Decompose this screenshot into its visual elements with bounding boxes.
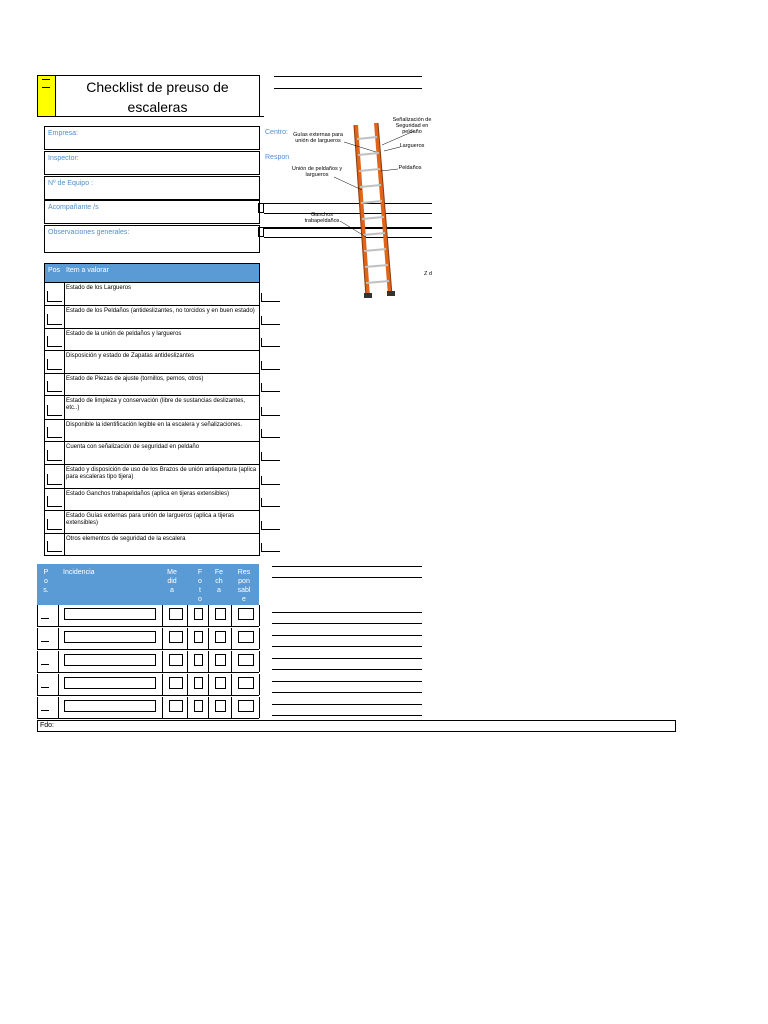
label-union: Unión de peldaños y largueros [291, 166, 343, 178]
observaciones-field[interactable]: Observaciones generales: [44, 225, 260, 253]
title-line-1: Checklist de preuso de [86, 79, 229, 95]
foto-checkbox[interactable] [194, 700, 203, 712]
value-checkbox[interactable] [261, 407, 280, 416]
label-zapatas: Z d [424, 271, 432, 277]
checklist-row [44, 351, 260, 374]
inc-line [272, 692, 422, 693]
col-divider [58, 628, 59, 649]
checklist-row [44, 329, 260, 351]
value-checkbox[interactable] [261, 429, 280, 438]
inc-line [272, 623, 422, 624]
col-divider [58, 651, 59, 672]
inc-line [272, 577, 422, 578]
col-divider [64, 329, 65, 350]
fecha-input[interactable] [215, 677, 226, 689]
item-label: Cuenta con señalización de seguridad en peldaño [66, 444, 200, 450]
col-divider [64, 396, 65, 419]
col-divider [64, 374, 65, 395]
label-guias: Guías externas para unión de largueros [293, 132, 343, 144]
header-line [274, 76, 422, 77]
value-checkbox[interactable] [261, 293, 280, 302]
pos-checkbox[interactable] [47, 359, 62, 370]
inc-line [272, 704, 422, 705]
inc-line [272, 612, 422, 613]
page-title [56, 75, 260, 117]
value-checkbox[interactable] [261, 338, 280, 347]
value-checkbox[interactable] [261, 452, 280, 461]
col-divider [231, 697, 232, 718]
col-divider [37, 605, 38, 626]
item-label: Disponible la identificación legible en la escalera y señalizaciones. [66, 422, 243, 428]
item-label: Estado y disposición de uso de los Brazos de unión antiapertura (aplica para escaleras tipo tijera) [66, 467, 257, 480]
checklist-row [44, 396, 260, 420]
value-checkbox[interactable] [261, 498, 280, 507]
title-line-2: escaleras [127, 99, 188, 115]
col-divider [37, 651, 38, 672]
col-divider [259, 651, 260, 672]
item-label: Estado de los Peldaños (antideslizantes, no torcidos y en buen estado) [66, 308, 255, 314]
pos-checkbox[interactable] [47, 450, 62, 461]
incidencia-input[interactable] [64, 700, 156, 712]
inc-line [272, 681, 422, 682]
responsable-input[interactable] [238, 677, 254, 689]
col-pos: Pos [48, 267, 61, 274]
medida-input[interactable] [169, 700, 183, 712]
checklist-row [44, 283, 260, 306]
col-divider [187, 628, 188, 649]
col-divider [37, 697, 38, 718]
col-divider [231, 651, 232, 672]
incidencia-input[interactable] [64, 631, 156, 643]
inc-line [272, 635, 422, 636]
responsable-input[interactable] [238, 631, 254, 643]
inc-line [272, 566, 422, 567]
medida-input[interactable] [169, 654, 183, 666]
empresa-field[interactable]: Empresa: [44, 126, 260, 150]
col-divider [64, 420, 65, 441]
checklist-row [44, 534, 260, 556]
col-divider [64, 442, 65, 464]
col-divider [231, 674, 232, 695]
pos-checkbox[interactable] [47, 405, 62, 416]
incidencia-input[interactable] [64, 654, 156, 666]
col-divider [64, 283, 65, 305]
item-label: Estado de limpieza y conservación (libre de sustancias deslizantes, etc..) [66, 398, 246, 411]
col-divider [162, 628, 163, 649]
foto-checkbox[interactable] [194, 677, 203, 689]
inc-line [272, 669, 422, 670]
col-divider [259, 605, 260, 626]
col-divider [187, 605, 188, 626]
checklist-row [44, 374, 260, 396]
centro-label: Centro: [265, 129, 288, 136]
pos-input[interactable] [41, 631, 49, 642]
pos-checkbox[interactable] [47, 336, 62, 347]
pos-checkbox[interactable] [47, 541, 62, 552]
incident-row [37, 697, 259, 719]
foto-checkbox[interactable] [194, 631, 203, 643]
fecha-input[interactable] [215, 608, 226, 620]
item-label: Estado Ganchos trabapeldaños (aplica en tijeras extensibles) [66, 491, 230, 497]
checklist-row [44, 420, 260, 442]
responsable-label: Respon [265, 154, 290, 161]
incident-header [37, 564, 259, 605]
responsable-input[interactable] [238, 700, 254, 712]
col-divider [259, 628, 260, 649]
inc-line [272, 715, 422, 716]
incidencia-input[interactable] [64, 677, 156, 689]
col-divider [58, 674, 59, 695]
checklist-row [44, 489, 260, 511]
item-label: Estado Guías externas para unión de largueros (aplica a tijeras extensibles) [66, 513, 235, 526]
col-item: Item a valorar [66, 267, 109, 274]
equipo-field[interactable]: Nº de Equipo : [44, 176, 260, 200]
item-label: Estado de la unión de peldaños y largueros [66, 331, 182, 337]
fecha-input[interactable] [215, 654, 226, 666]
responsable-input[interactable] [238, 608, 254, 620]
foto-checkbox[interactable] [194, 608, 203, 620]
col-divider [162, 674, 163, 695]
pos-checkbox[interactable] [47, 427, 62, 438]
item-label: Otros elementos de seguridad de la escalera [66, 536, 186, 542]
medida-input[interactable] [169, 608, 183, 620]
medida-input[interactable] [169, 631, 183, 643]
col-divider [208, 674, 209, 695]
incident-row [37, 628, 259, 650]
pos-checkbox[interactable] [47, 314, 62, 325]
medida-input[interactable] [169, 677, 183, 689]
value-checkbox[interactable] [261, 521, 280, 530]
pos-checkbox[interactable] [47, 496, 62, 507]
col-divider [64, 534, 65, 555]
col-divider [64, 351, 65, 373]
item-label: Estado de los Largueros [66, 285, 132, 291]
checklist-row [44, 306, 260, 329]
inc-col-foto: F o t o [197, 569, 203, 603]
pos-input[interactable] [41, 608, 49, 619]
inc-col-fecha: Fe ch a [214, 569, 224, 594]
checklist-row [44, 465, 260, 489]
col-divider [187, 697, 188, 718]
col-divider [259, 674, 260, 695]
col-divider [187, 674, 188, 695]
pos-input[interactable] [41, 677, 49, 688]
value-checkbox[interactable] [261, 383, 280, 392]
col-divider [208, 697, 209, 718]
value-checkbox[interactable] [261, 543, 280, 552]
col-divider [58, 605, 59, 626]
col-divider [58, 697, 59, 718]
value-checkbox[interactable] [261, 476, 280, 485]
col-divider [208, 651, 209, 672]
logo-placeholder [37, 75, 56, 117]
header-line [274, 88, 422, 89]
responsable-input[interactable] [238, 654, 254, 666]
value-checkbox[interactable] [261, 316, 280, 325]
label-largueros: Largueros [399, 143, 425, 149]
acompanante-field[interactable]: Acompañante /s [44, 200, 260, 224]
incidencia-input[interactable] [64, 608, 156, 620]
col-divider [162, 651, 163, 672]
pos-checkbox[interactable] [47, 291, 62, 302]
col-divider [64, 511, 65, 533]
value-checkbox[interactable] [261, 361, 280, 370]
ladder-illustration [264, 115, 432, 305]
col-divider [231, 628, 232, 649]
col-divider [208, 605, 209, 626]
col-divider [64, 489, 65, 510]
label-peldanos: Peldaños [398, 165, 422, 171]
col-divider [162, 697, 163, 718]
inc-col-incidencia: Incidencia [63, 569, 95, 576]
label-senalizacion: Señalización de Seguridad en peldaño [392, 117, 432, 135]
col-divider [259, 697, 260, 718]
signature-field[interactable]: Fdo: [37, 720, 676, 732]
foto-checkbox[interactable] [194, 654, 203, 666]
inc-col-medida: Me did a [167, 569, 177, 594]
incident-row [37, 651, 259, 673]
fecha-input[interactable] [215, 631, 226, 643]
col-divider [64, 465, 65, 488]
pos-checkbox[interactable] [47, 474, 62, 485]
col-divider [187, 651, 188, 672]
inspector-field[interactable]: Inspector: [44, 151, 260, 175]
inc-line [272, 658, 422, 659]
col-divider [208, 628, 209, 649]
incident-row [37, 674, 259, 696]
label-ganchos: Ganchos trabapeldaños [304, 212, 340, 224]
col-divider [64, 306, 65, 328]
col-divider [231, 605, 232, 626]
item-label: Estado de Piezas de ajuste (tornillos, pernos, otros) [66, 376, 204, 382]
col-divider [162, 605, 163, 626]
inc-col-responsable: Res pon sabl e [237, 569, 251, 603]
inc-line [272, 646, 422, 647]
pos-checkbox[interactable] [47, 381, 62, 392]
col-divider [37, 628, 38, 649]
item-label: Disposición y estado de Zapatas antideslizantes [66, 353, 195, 359]
pos-checkbox[interactable] [47, 519, 62, 530]
checklist-row [44, 511, 260, 534]
pos-input[interactable] [41, 700, 49, 711]
inc-col-pos: P o s. [43, 569, 49, 594]
checklist-header [44, 263, 260, 283]
incident-row [37, 605, 259, 627]
pos-input[interactable] [41, 654, 49, 665]
checklist-row [44, 442, 260, 465]
fecha-input[interactable] [215, 700, 226, 712]
col-divider [37, 674, 38, 695]
